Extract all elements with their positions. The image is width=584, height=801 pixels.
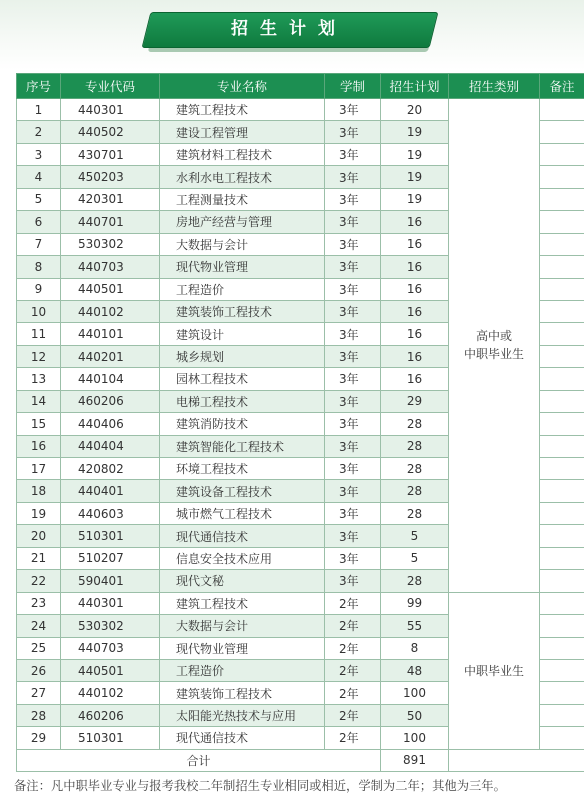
plan-count: 16 <box>381 368 449 390</box>
note-cell <box>540 570 584 592</box>
header-name: 专业名称 <box>160 74 325 99</box>
duration: 3年 <box>325 502 381 524</box>
plan-count: 48 <box>381 659 449 681</box>
major-code: 440104 <box>61 368 160 390</box>
duration: 3年 <box>325 300 381 322</box>
row-number: 3 <box>17 143 61 165</box>
row-number: 19 <box>17 502 61 524</box>
category-label-line1: 中职毕业生 <box>463 663 524 678</box>
note-cell <box>540 345 584 367</box>
major-name: 房地产经营与管理 <box>160 211 325 233</box>
header-no: 序号 <box>17 74 61 99</box>
plan-count: 16 <box>381 323 449 345</box>
note-cell <box>540 143 584 165</box>
row-number: 14 <box>17 390 61 412</box>
note-cell <box>540 704 584 726</box>
major-code: 510301 <box>61 727 160 749</box>
duration: 3年 <box>325 368 381 390</box>
note-cell <box>540 435 584 457</box>
duration: 3年 <box>325 99 381 121</box>
note-cell <box>540 592 584 614</box>
major-code: 530302 <box>61 233 160 255</box>
category-label-line1: 高中或 <box>475 329 512 344</box>
duration: 3年 <box>325 323 381 345</box>
header-duration: 学制 <box>325 74 381 99</box>
major-name: 水利水电工程技术 <box>160 166 325 188</box>
major-name: 建筑设计 <box>160 323 325 345</box>
duration: 3年 <box>325 211 381 233</box>
plan-count: 19 <box>381 121 449 143</box>
table-header-row <box>17 74 584 99</box>
duration: 3年 <box>325 166 381 188</box>
plan-count: 29 <box>381 390 449 412</box>
major-code: 440201 <box>61 345 160 367</box>
enrollment-category <box>449 99 540 593</box>
major-name: 建设工程管理 <box>160 121 325 143</box>
major-name: 建筑工程技术 <box>160 592 325 614</box>
row-number: 23 <box>17 592 61 614</box>
duration: 2年 <box>325 615 381 637</box>
row-number: 12 <box>17 345 61 367</box>
major-name: 现代通信技术 <box>160 727 325 749</box>
note-cell <box>540 502 584 524</box>
note-cell <box>540 368 584 390</box>
major-name: 园林工程技术 <box>160 368 325 390</box>
major-name: 建筑装饰工程技术 <box>160 682 325 704</box>
plan-count: 16 <box>381 211 449 233</box>
plan-count: 55 <box>381 615 449 637</box>
row-number: 9 <box>17 278 61 300</box>
duration: 2年 <box>325 592 381 614</box>
major-code: 510301 <box>61 525 160 547</box>
major-code: 440301 <box>61 99 160 121</box>
table-row <box>17 99 584 121</box>
duration: 2年 <box>325 637 381 659</box>
duration: 2年 <box>325 682 381 704</box>
row-number: 10 <box>17 300 61 322</box>
plan-count: 28 <box>381 435 449 457</box>
title-banner <box>146 12 438 50</box>
major-name: 环境工程技术 <box>160 458 325 480</box>
duration: 2年 <box>325 659 381 681</box>
note-cell <box>540 300 584 322</box>
major-code: 420301 <box>61 188 160 210</box>
plan-count: 50 <box>381 704 449 726</box>
note-cell <box>540 256 584 278</box>
row-number: 16 <box>17 435 61 457</box>
major-code: 440703 <box>61 256 160 278</box>
plan-count: 16 <box>381 233 449 255</box>
major-code: 440502 <box>61 121 160 143</box>
plan-count: 19 <box>381 143 449 165</box>
row-number: 8 <box>17 256 61 278</box>
row-number: 25 <box>17 637 61 659</box>
note-cell <box>540 659 584 681</box>
note-cell <box>540 188 584 210</box>
row-number: 22 <box>17 570 61 592</box>
major-name: 建筑材料工程技术 <box>160 143 325 165</box>
note-cell <box>540 727 584 749</box>
major-name: 建筑消防技术 <box>160 413 325 435</box>
major-code: 450203 <box>61 166 160 188</box>
major-name: 太阳能光热技术与应用 <box>160 704 325 726</box>
row-number: 15 <box>17 413 61 435</box>
major-name: 工程造价 <box>160 659 325 681</box>
note-cell <box>540 682 584 704</box>
header-note: 备注 <box>540 74 584 99</box>
enrollment-category <box>449 592 540 749</box>
note-cell <box>540 637 584 659</box>
major-code: 440401 <box>61 480 160 502</box>
total-row <box>17 749 584 771</box>
note-cell <box>540 615 584 637</box>
major-name: 工程测量技术 <box>160 188 325 210</box>
note-cell <box>540 121 584 143</box>
note-cell <box>540 233 584 255</box>
total-blank <box>449 749 584 771</box>
major-code: 440701 <box>61 211 160 233</box>
major-name: 现代物业管理 <box>160 637 325 659</box>
note-cell <box>540 525 584 547</box>
row-number: 13 <box>17 368 61 390</box>
duration: 3年 <box>325 121 381 143</box>
row-number: 26 <box>17 659 61 681</box>
note-cell <box>540 480 584 502</box>
note-cell <box>540 278 584 300</box>
duration: 2年 <box>325 727 381 749</box>
duration: 3年 <box>325 256 381 278</box>
plan-count: 16 <box>381 345 449 367</box>
row-number: 6 <box>17 211 61 233</box>
header-code: 专业代码 <box>61 74 160 99</box>
duration: 3年 <box>325 188 381 210</box>
note-cell <box>540 413 584 435</box>
note-cell <box>540 547 584 569</box>
duration: 3年 <box>325 413 381 435</box>
row-number: 1 <box>17 99 61 121</box>
major-name: 工程造价 <box>160 278 325 300</box>
major-name: 建筑设备工程技术 <box>160 480 325 502</box>
duration: 3年 <box>325 345 381 367</box>
duration: 2年 <box>325 704 381 726</box>
major-name: 电梯工程技术 <box>160 390 325 412</box>
major-name: 建筑智能化工程技术 <box>160 435 325 457</box>
duration: 3年 <box>325 390 381 412</box>
note-cell <box>540 211 584 233</box>
plan-count: 8 <box>381 637 449 659</box>
row-number: 11 <box>17 323 61 345</box>
major-name: 建筑装饰工程技术 <box>160 300 325 322</box>
major-name: 大数据与会计 <box>160 233 325 255</box>
row-number: 7 <box>17 233 61 255</box>
table-body <box>17 99 584 772</box>
row-number: 17 <box>17 458 61 480</box>
row-number: 24 <box>17 615 61 637</box>
page-title: 招生计划 <box>231 19 347 39</box>
plan-count: 19 <box>381 188 449 210</box>
plan-count: 5 <box>381 547 449 569</box>
row-number: 29 <box>17 727 61 749</box>
row-number: 27 <box>17 682 61 704</box>
plan-count: 16 <box>381 256 449 278</box>
row-number: 4 <box>17 166 61 188</box>
major-name: 大数据与会计 <box>160 615 325 637</box>
plan-count: 28 <box>381 502 449 524</box>
plan-count: 100 <box>381 682 449 704</box>
total-value: 891 <box>381 749 449 771</box>
major-code: 510207 <box>61 547 160 569</box>
plan-count: 28 <box>381 480 449 502</box>
major-name: 建筑工程技术 <box>160 99 325 121</box>
major-code: 440501 <box>61 278 160 300</box>
row-number: 2 <box>17 121 61 143</box>
major-code: 440501 <box>61 659 160 681</box>
major-code: 440603 <box>61 502 160 524</box>
major-code: 460206 <box>61 390 160 412</box>
duration: 3年 <box>325 435 381 457</box>
note-cell <box>540 99 584 121</box>
table-row <box>17 592 584 614</box>
row-number: 18 <box>17 480 61 502</box>
row-number: 5 <box>17 188 61 210</box>
plan-count: 5 <box>381 525 449 547</box>
major-name: 现代文秘 <box>160 570 325 592</box>
note-cell <box>540 390 584 412</box>
major-code: 440101 <box>61 323 160 345</box>
major-code: 440406 <box>61 413 160 435</box>
major-name: 现代通信技术 <box>160 525 325 547</box>
note-cell <box>540 458 584 480</box>
duration: 3年 <box>325 525 381 547</box>
major-code: 460206 <box>61 704 160 726</box>
plan-count: 99 <box>381 592 449 614</box>
plan-count: 19 <box>381 166 449 188</box>
plan-count: 100 <box>381 727 449 749</box>
category-label-line2: 中职毕业生 <box>463 347 524 362</box>
row-number: 28 <box>17 704 61 726</box>
duration: 3年 <box>325 233 381 255</box>
duration: 3年 <box>325 458 381 480</box>
major-name: 现代物业管理 <box>160 256 325 278</box>
major-code: 590401 <box>61 570 160 592</box>
plan-count: 16 <box>381 278 449 300</box>
plan-count: 28 <box>381 458 449 480</box>
major-code: 440102 <box>61 300 160 322</box>
major-name: 城乡规划 <box>160 345 325 367</box>
major-code: 430701 <box>61 143 160 165</box>
major-code: 420802 <box>61 458 160 480</box>
row-number: 20 <box>17 525 61 547</box>
note-cell <box>540 166 584 188</box>
header-category: 招生类别 <box>449 74 540 99</box>
plan-count: 28 <box>381 570 449 592</box>
plan-count: 20 <box>381 99 449 121</box>
total-label: 合计 <box>17 749 381 771</box>
enrollment-plan-table <box>16 73 584 772</box>
major-code: 440102 <box>61 682 160 704</box>
duration: 3年 <box>325 143 381 165</box>
major-name: 信息安全技术应用 <box>160 547 325 569</box>
major-code: 440404 <box>61 435 160 457</box>
duration: 3年 <box>325 480 381 502</box>
duration: 3年 <box>325 278 381 300</box>
duration: 3年 <box>325 570 381 592</box>
major-code: 440703 <box>61 637 160 659</box>
major-name: 城市燃气工程技术 <box>160 502 325 524</box>
major-code: 530302 <box>61 615 160 637</box>
plan-count: 16 <box>381 300 449 322</box>
note-cell <box>540 323 584 345</box>
duration: 3年 <box>325 547 381 569</box>
header-plan: 招生计划 <box>381 74 449 99</box>
major-code: 440301 <box>61 592 160 614</box>
row-number: 21 <box>17 547 61 569</box>
plan-count: 28 <box>381 413 449 435</box>
footnote: 备注：凡中职毕业专业与报考我校二年制招生专业相同或相近，学制为二年；其他为三年。 <box>14 779 506 793</box>
